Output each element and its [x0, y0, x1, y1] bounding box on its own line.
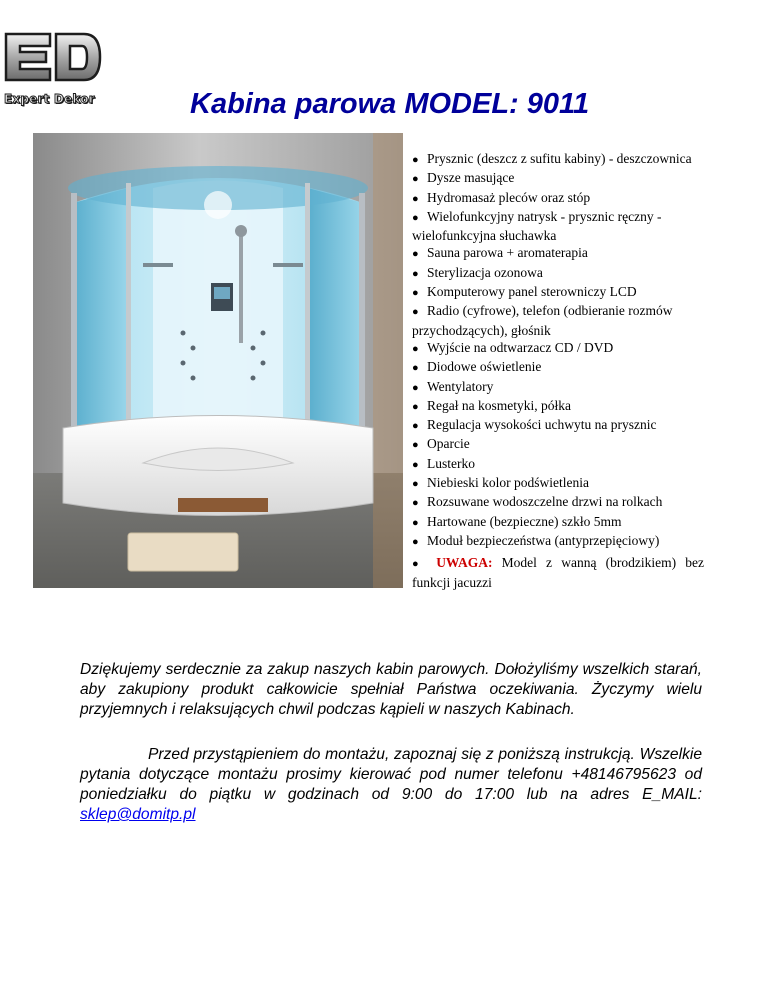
list-item: ● Radio (cyfrowe), telefon (odbieranie rozmów przychodzących), głośnik	[412, 303, 673, 338]
steam-shower-cabin-photo-icon	[33, 133, 403, 588]
bullet-icon: ●	[412, 400, 419, 413]
list-item: ● Diodowe oświetlenie	[412, 358, 704, 377]
list-item: ● Prysznic (deszcz z sufitu kabiny) - deszczownica	[412, 150, 704, 169]
list-item: ● Sterylizacja ozonowa	[412, 264, 704, 283]
bullet-icon: ●	[412, 287, 419, 300]
list-item: ● Rozsuwane wodoszczelne drzwi na rolkach	[412, 493, 704, 512]
bullet-icon: ●	[412, 558, 419, 570]
list-item: ● Wentylatory	[412, 378, 704, 397]
list-item: ● Wyjście na odtwarzacz CD / DVD	[412, 339, 704, 358]
list-item: ● Moduł bezpieczeństwa (antyprzepięciowy)	[412, 532, 704, 551]
bullet-icon: ●	[412, 362, 419, 375]
product-photo	[33, 133, 403, 588]
list-item: ● Wielofunkcyjny natrysk - prysznic ręczny - wielofunkcyjna słuchawka	[412, 208, 662, 244]
list-item: ● Dysze masujące	[412, 169, 704, 188]
bullet-icon: ●	[412, 211, 419, 224]
bullet-icon: ●	[412, 248, 419, 261]
list-item: ● Hartowane (bezpieczne) szkło 5mm	[412, 513, 704, 532]
bullet-icon: ●	[412, 497, 419, 510]
company-logo	[2, 28, 130, 112]
bullet-icon: ●	[412, 192, 419, 205]
bullet-icon: ●	[412, 420, 419, 433]
bullet-icon: ●	[412, 535, 419, 548]
list-item: ● Regulacja wysokości uchwytu na prysznic	[412, 416, 704, 435]
bullet-icon: ●	[412, 267, 419, 280]
warning-note	[412, 554, 704, 591]
thank-you-paragraph: Dziękujemy serdecznie za zakup naszych kabin parowych. Dołożyliśmy wszelkich starań, aby zakupiony produkt całkowicie spełniał Państwa oczekiwania. Życzymy wielu przyjemnych i relaksujących chwil podczas kąpieli w naszych Kabinach.	[80, 661, 702, 718]
list-item: ● Sauna parowa + aromaterapia	[412, 244, 704, 263]
bullet-icon: ●	[412, 439, 419, 452]
bullet-icon: ●	[412, 478, 419, 491]
list-item: ● Komputerowy panel sterowniczy LCD	[412, 283, 704, 302]
bullet-icon: ●	[412, 173, 419, 186]
list-item: ● Hydromasaż pleców oraz stóp	[412, 189, 704, 208]
page-title: Kabina parowa MODEL: 9011	[190, 88, 590, 120]
bullet-icon: ●	[412, 516, 419, 529]
list-item: ● Oparcie	[412, 435, 704, 454]
warning-label: UWAGA:	[436, 555, 493, 570]
bullet-icon: ●	[412, 342, 419, 355]
bullet-icon: ●	[412, 381, 419, 394]
list-item: ● Regał na kosmetyki, półka	[412, 397, 704, 416]
warning-text: Model z wanną (brodzikiem) bez funkcji jacuzzi	[412, 555, 705, 590]
feature-list	[412, 150, 704, 551]
list-item: ● Lusterko	[412, 455, 704, 474]
bullet-icon: ●	[412, 306, 419, 319]
bullet-icon: ●	[412, 458, 419, 471]
instructions-paragraph	[80, 745, 702, 825]
logo-wordmark: Expert Dekor	[4, 92, 95, 106]
email-link[interactable]: sklep@domitp.pl	[80, 806, 196, 823]
instructions-text: Przed przystąpieniem do montażu, zapoznaj się z poniższą instrukcją. Wszelkie pytania dotyczące montażu prosimy kierować pod numer telefonu +48146795623 od poniedziałku do piątku w godzinach od 9:00 do 17:00 lub na adres E_MAIL:	[80, 746, 702, 803]
list-item: ● Niebieski kolor podświetlenia	[412, 474, 704, 493]
bullet-icon: ●	[412, 154, 419, 166]
